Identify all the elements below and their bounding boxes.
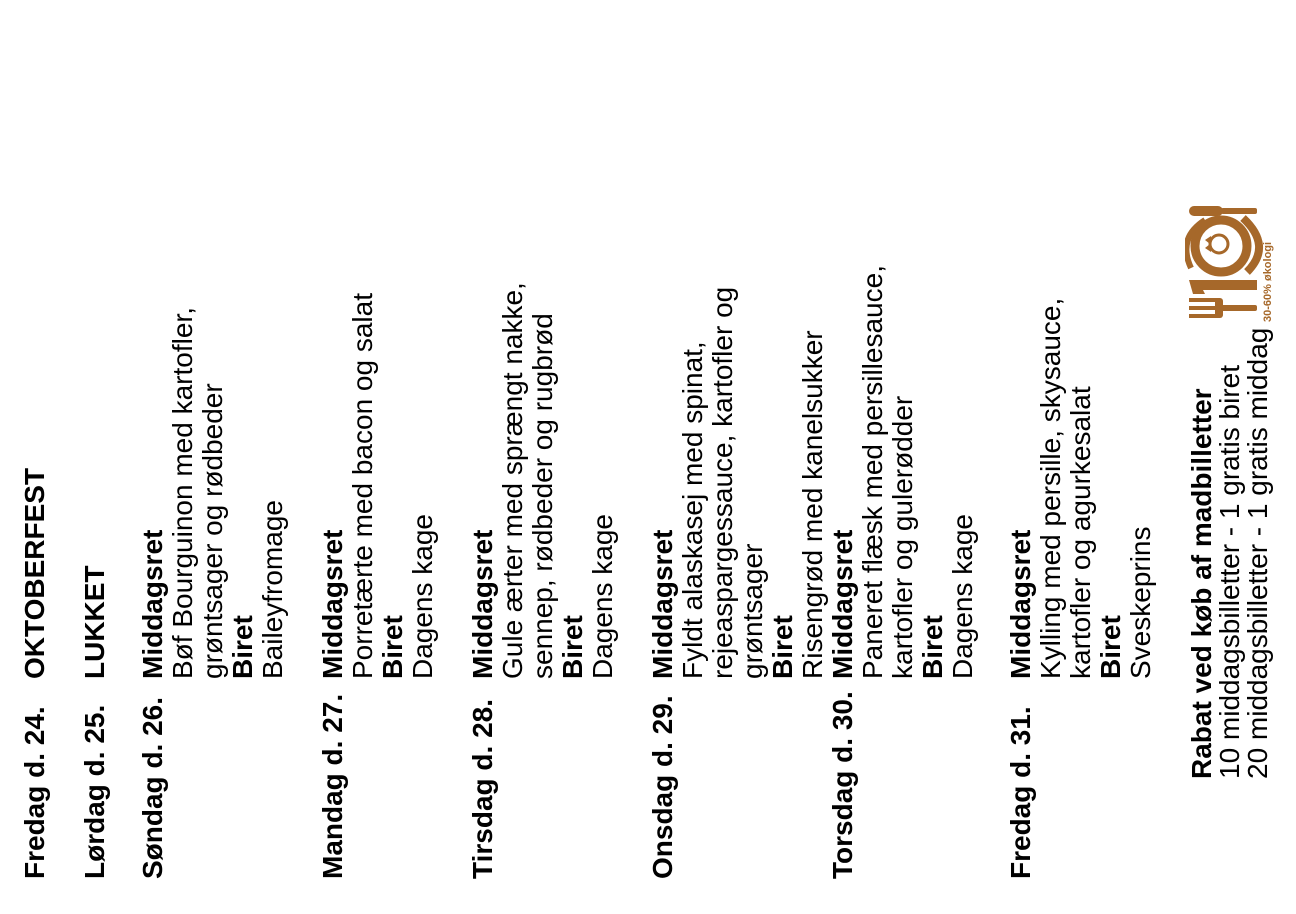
main-course-heading: Middagsret <box>827 529 858 679</box>
day-status: OKTOBERFEST <box>19 467 50 679</box>
day-menu <box>318 209 438 679</box>
dish-text: Fyldt alaskasej med spinat, rejeaspargessauce, kartofler og grøntsager <box>677 286 768 679</box>
dish-text: Kylling med persille, skysauce, kartofler og agurkesalat <box>1035 297 1096 679</box>
day-menu <box>80 209 110 679</box>
organic-label-caption: 30-60% økologi <box>1262 241 1274 322</box>
dessert-heading: Biret <box>227 615 258 679</box>
day-label: Onsdag d. 29. <box>647 695 678 879</box>
discount-title: Rabat ved køb af madbilletter <box>1186 388 1217 779</box>
day-menu <box>1006 209 1156 679</box>
day-label: Lørdag d. 25. <box>79 704 110 879</box>
discount-line-20: 20 middagsbilletter - 1 gratis middag <box>1242 327 1273 779</box>
dish-text: Risengrød med kanelsukker <box>797 330 828 679</box>
main-course-heading: Middagsret <box>1005 529 1036 679</box>
dessert-heading: Biret <box>377 615 408 679</box>
dessert-heading: Biret <box>917 615 948 679</box>
day-menu <box>828 209 978 679</box>
dish-text: Dagens kage <box>947 513 978 679</box>
day-menu <box>20 209 50 679</box>
dish-text: Sveskeprins <box>1125 526 1156 679</box>
dessert-heading: Biret <box>557 615 588 679</box>
main-course-heading: Middagsret <box>467 529 498 679</box>
dish-text: Porretærte med bacon og salat <box>347 293 378 679</box>
dish-text: Dagens kage <box>587 513 618 679</box>
dish-text: Dagens kage <box>407 513 438 679</box>
dish-text: Gule ærter med sprængt nakke, sennep, rødbeder og rugbrød <box>497 282 558 679</box>
main-course-heading: Middagsret <box>647 529 678 679</box>
day-label: Mandag d. 27. <box>317 693 348 879</box>
day-label: Tirsdag d. 28. <box>467 699 498 879</box>
day-label: Fredag d. 31. <box>1005 706 1036 879</box>
dish-text: Paneret flæsk med persillesauce, kartofler og gulerødder <box>857 265 918 679</box>
day-status: LUKKET <box>79 565 110 679</box>
day-label: Torsdag d. 30. <box>827 691 858 879</box>
dessert-heading: Biret <box>1095 615 1126 679</box>
discount-section <box>1188 328 1272 779</box>
dish-text: Baileyfromage <box>257 500 288 679</box>
dish-text: Bøf Bourguinon med kartofler, grøntsager og rødbeder <box>167 307 228 679</box>
day-menu <box>138 209 288 679</box>
day-label: Søndag d. 26. <box>137 696 168 879</box>
main-course-heading: Middagsret <box>137 529 168 679</box>
dessert-heading: Biret <box>767 615 798 679</box>
day-menu <box>648 209 828 679</box>
discount-line-10: 10 middagsbilletter - 1 gratis biret <box>1214 365 1245 779</box>
organic-label-icon <box>1185 194 1275 324</box>
main-course-heading: Middagsret <box>317 529 348 679</box>
day-menu <box>468 209 618 679</box>
day-label: Fredag d. 24. <box>19 706 50 879</box>
